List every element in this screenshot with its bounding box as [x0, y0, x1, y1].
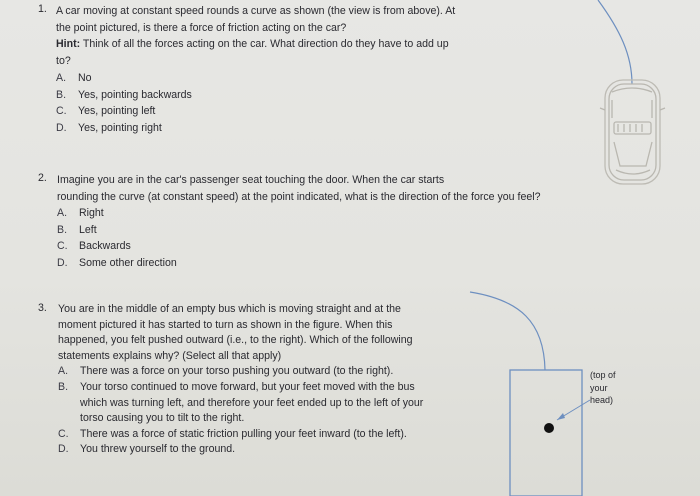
option-text: No [78, 72, 92, 84]
q3-number: 3. [38, 302, 47, 314]
option-letter: A. [58, 365, 69, 378]
option-text: There was a force of static friction pulling your feet inward (to the left). [80, 427, 407, 440]
curve-path [598, 0, 632, 84]
q1-text-line: A car moving at constant speed rounds a curve as shown (the view is from above). At [56, 5, 456, 17]
option-text: Yes, pointing left [78, 105, 156, 117]
q3-text-line: moment pictured it has started to turn as shown in the figure. When this [58, 318, 393, 331]
q1-number: 1. [38, 3, 47, 15]
option-text: Some other direction [79, 256, 177, 269]
q1-text-line: the point pictured, is there a force of friction acting on the car? [56, 21, 347, 34]
hint-label: Hint: [56, 38, 81, 50]
option-text: Yes, pointing backwards [78, 88, 192, 101]
option-letter: B. [56, 88, 67, 101]
hint-text: Think of all the forces acting on the car. What direction do they have to add up [82, 38, 449, 50]
option-text: Backwards [79, 240, 131, 252]
option-text: which was turning left, and therefore your feet ended up to the left of your [80, 396, 424, 409]
bus-outline [510, 370, 582, 496]
option-letter: C. [56, 105, 67, 117]
option-letter: D. [58, 443, 69, 456]
q1-hint-cont: to? [56, 54, 71, 67]
option-letter: A. [56, 72, 67, 84]
option-letter: B. [57, 223, 68, 236]
car-top-view [600, 80, 665, 184]
option-text: Left [79, 223, 97, 236]
option-letter: C. [58, 427, 69, 440]
option-letter: D. [56, 121, 67, 134]
option-text: Your torso continued to move forward, but your feet moved with the bus [80, 380, 415, 393]
option-text: There was a force on your torso pushing you outward (to the right). [80, 365, 394, 378]
q3-text-line: You are in the middle of an empty bus which is moving straight and at the [58, 303, 401, 315]
option-text: You threw yourself to the ground. [80, 443, 236, 456]
option-text: Yes, pointing right [78, 121, 162, 134]
option-letter: C. [57, 240, 68, 252]
q2-number: 2. [38, 172, 47, 184]
option-text: Right [79, 207, 104, 219]
option-text: torso causing you to tilt to the right. [80, 412, 245, 425]
option-letter: B. [58, 380, 69, 393]
q2-text-line: Imagine you are in the car's passenger seat touching the door. When the car starts [57, 174, 445, 186]
option-letter: A. [57, 207, 68, 219]
q3-text-line: statements explains why? (Select all that apply) [58, 349, 282, 362]
head-note-line: your [590, 382, 608, 393]
head-note-line: head) [590, 395, 614, 405]
bus-turn-path [470, 292, 545, 370]
head-pointer-arrow [557, 413, 565, 420]
head-note-line: (top of [590, 370, 616, 380]
q3-text-line: happened, you felt pushed outward (i.e., to the right). Which of the following [58, 334, 413, 347]
head-note [590, 369, 616, 407]
q2-text-line: rounding the curve (at constant speed) at the point indicated, what is the direction of the force you feel? [57, 190, 541, 203]
head-dot [544, 423, 554, 433]
option-letter: D. [57, 256, 68, 269]
